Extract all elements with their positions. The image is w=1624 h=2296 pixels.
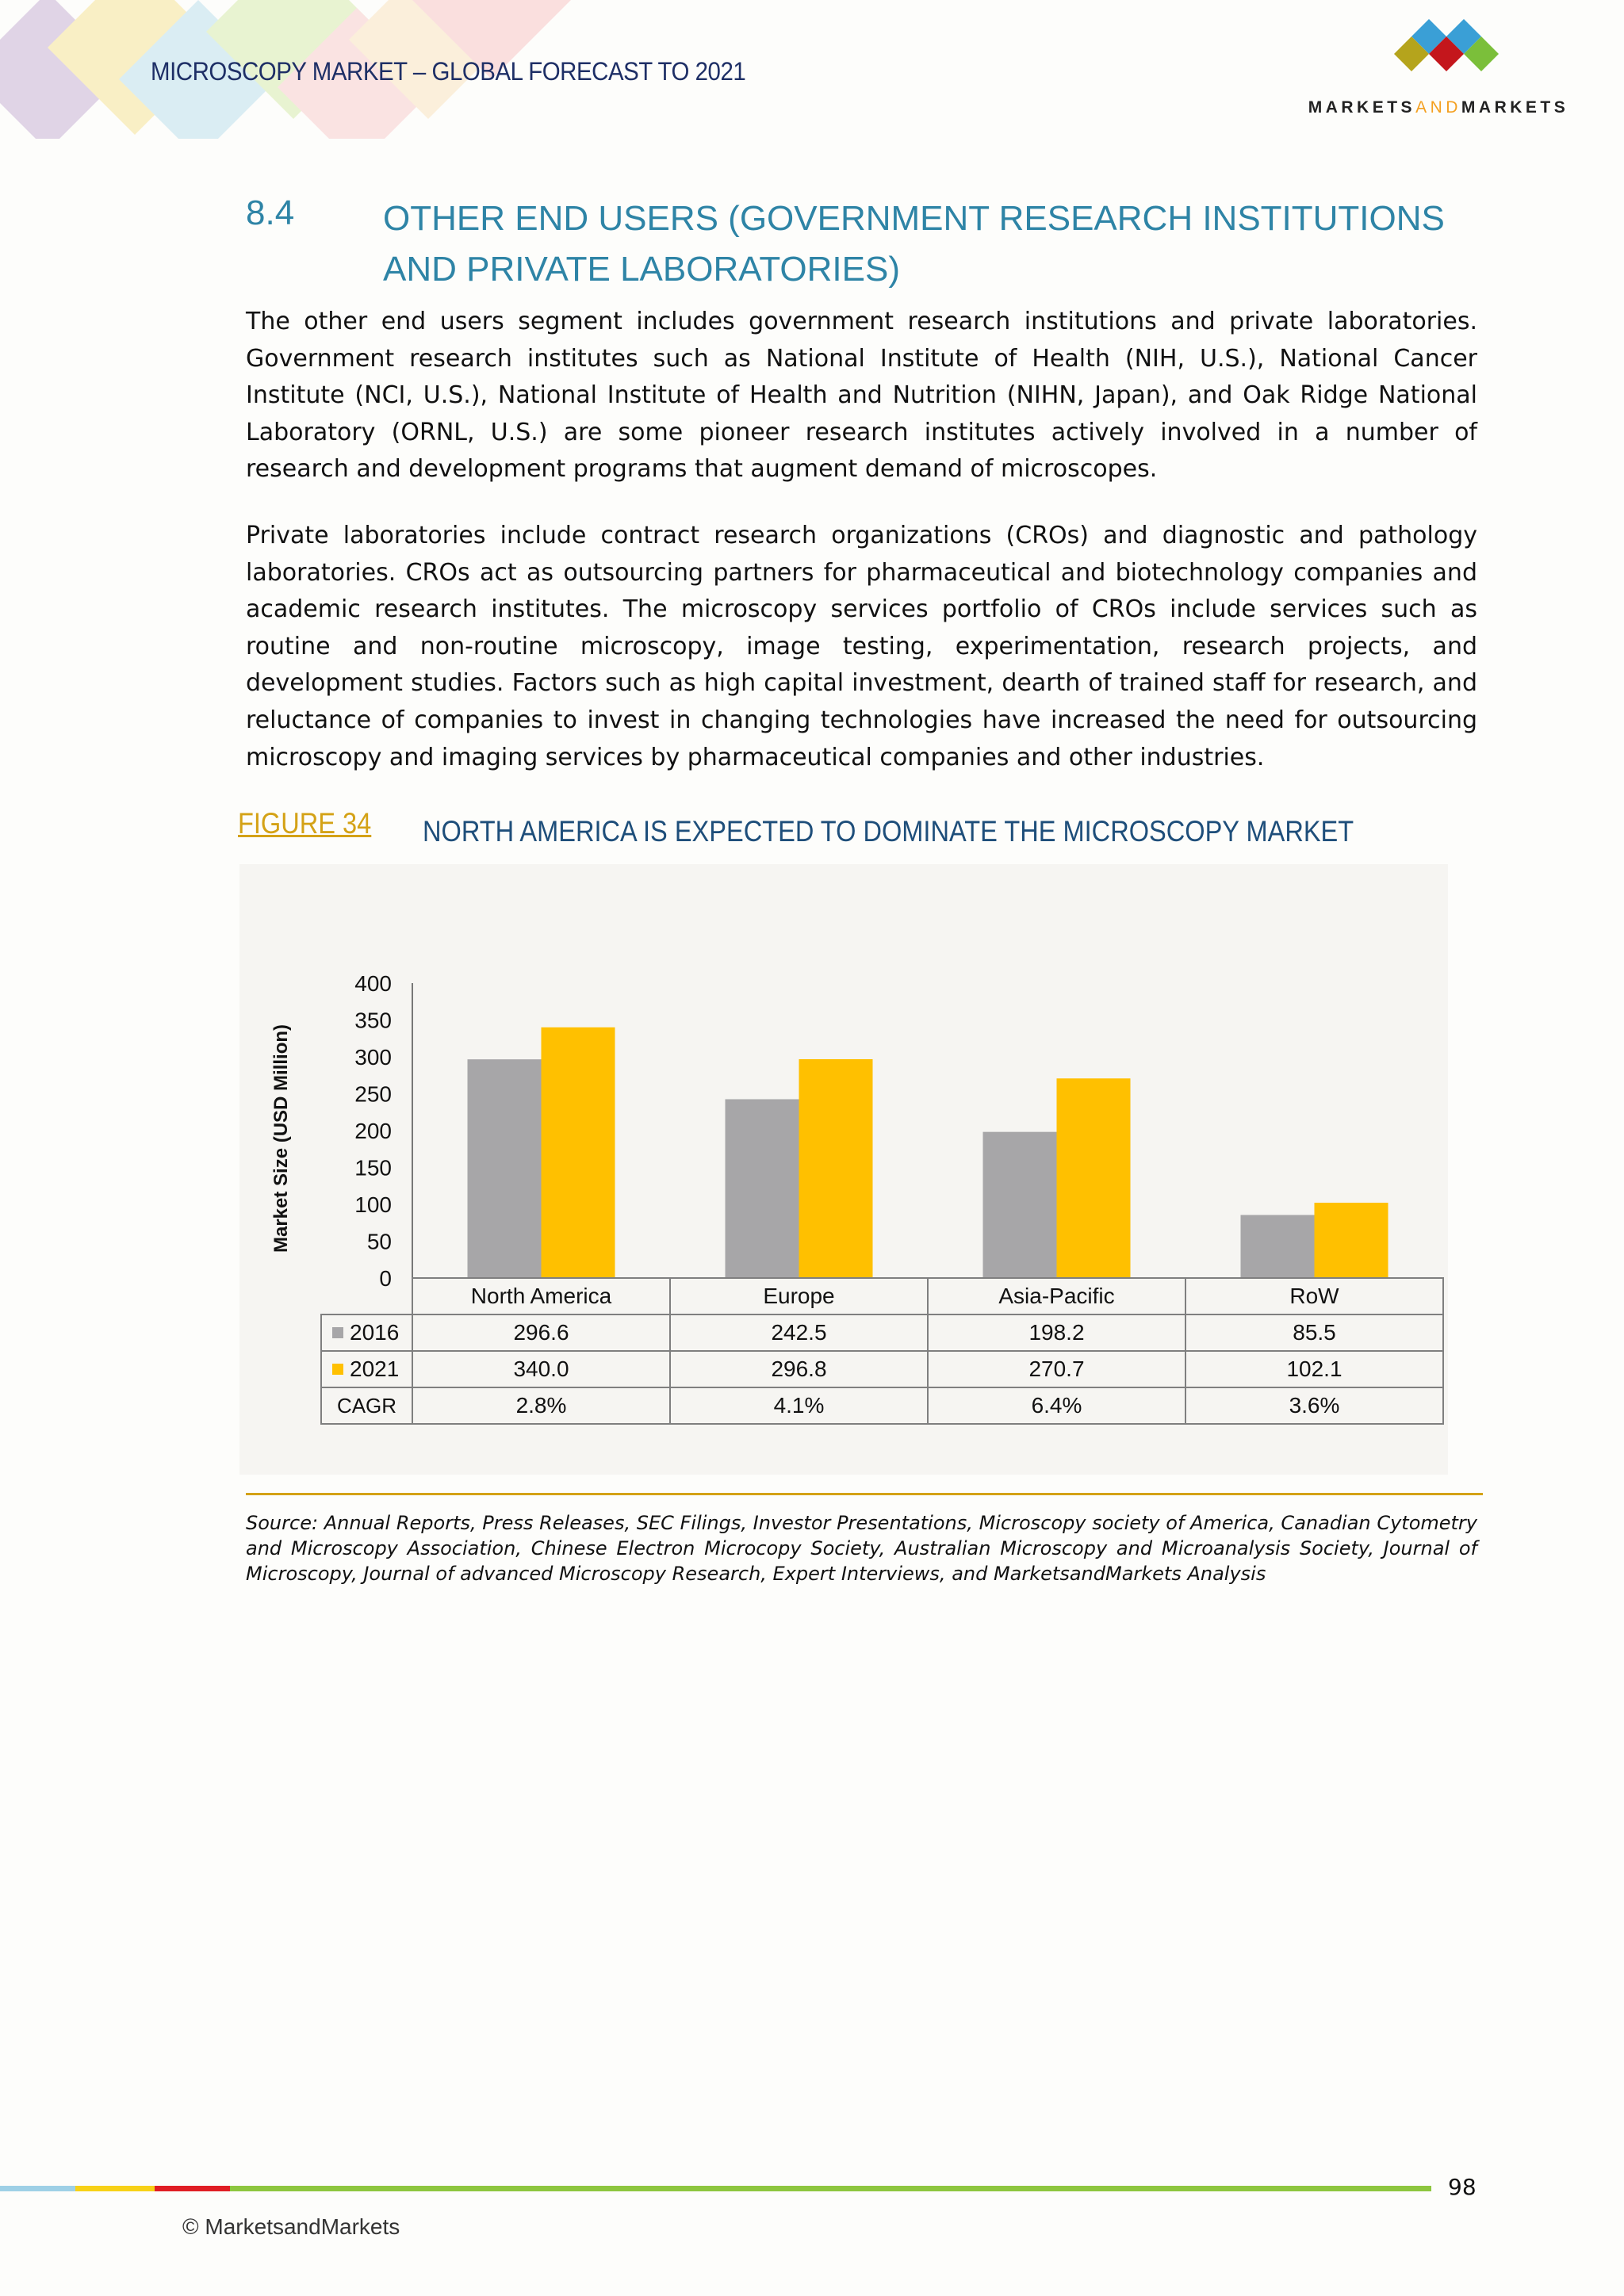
- y-tick-label: 150: [354, 1155, 392, 1181]
- y-tick-label: 400: [354, 971, 392, 996]
- cagr-value: 2.8%: [515, 1393, 567, 1418]
- figure-divider: [246, 1493, 1483, 1495]
- bar-2016-row: [1241, 1215, 1315, 1278]
- data-label: 340.0: [513, 1357, 569, 1381]
- bar-2021-north-america: [542, 1027, 615, 1278]
- body-paragraph: Private laboratories include contract research organizations (CROs) and diagnostic and pathology laboratories. CROs act as outsourcing partners for pharmaceutical and biotechnology companies and academic research institutes. The microscopy services portfolio of CROs include services such as routine and non-routine microscopy, image testing, experimentation, research projects, and development studies. Factors such as high capital investment, dearth of trained staff for research, and reluctance of companies to invest in changing technologies have increased the need for outsourcing microscopy and imaging services by pharmaceutical companies and other industries.: [246, 522, 1477, 771]
- marketsandmarkets-logo: [1356, 11, 1522, 98]
- table-row: [321, 1351, 1443, 1387]
- y-tick-label: 200: [354, 1119, 392, 1143]
- cagr-row-label: CAGR: [336, 1394, 397, 1418]
- brand-wordmark-markets-2: MARKETS: [1461, 98, 1569, 117]
- y-tick-label: 0: [379, 1266, 392, 1291]
- cagr-value: 6.4%: [1031, 1393, 1082, 1418]
- legend-swatch-2016: [332, 1327, 343, 1338]
- bar-2021-asia-pacific: [1057, 1078, 1131, 1278]
- legend-swatch-2021: [332, 1364, 343, 1375]
- section-title: OTHER END USERS (GOVERNMENT RESEARCH INSTITUTIONS AND PRIVATE LABORATORIES): [383, 199, 1445, 289]
- bar-2021-europe: [799, 1059, 873, 1278]
- data-label: 296.6: [513, 1320, 569, 1345]
- bar-2021-row: [1315, 1203, 1388, 1278]
- figure-label: FIGURE 34: [238, 807, 372, 840]
- section-number: 8.4: [246, 193, 295, 232]
- x-category-label: RoW: [1289, 1284, 1339, 1308]
- legend-label: 2016: [350, 1320, 400, 1345]
- bar-chart: [239, 864, 1448, 1475]
- legend-label: 2021: [350, 1357, 400, 1381]
- y-tick-label: 50: [366, 1229, 392, 1254]
- copyright-notice: © MarketsandMarkets: [182, 2214, 400, 2239]
- y-axis-title: Market Size (USD Million): [270, 1024, 292, 1253]
- table-row: [321, 1314, 1443, 1351]
- bar-2016-asia-pacific: [983, 1132, 1057, 1278]
- x-category-label: Europe: [763, 1284, 835, 1308]
- x-category-label: North America: [470, 1284, 612, 1308]
- body-paragraph: The other end users segment includes government research institutions and private laboratories. Government research institutes such as National Institute of Health (NIH, U.S.), National Cancer Institute (NCI, U.S.), National Institute of Health and Nutrition (NIHN, Japan), and Oak Ridge National Laboratory (ORNL, U.S.) are some pioneer research institutes actively involved in a number of research and development programs that augment demand of microscopes.: [246, 308, 1477, 484]
- data-label: 85.5: [1293, 1320, 1336, 1345]
- data-label: 198.2: [1028, 1320, 1085, 1345]
- bar-2016-europe: [726, 1099, 799, 1278]
- data-label: 102.1: [1286, 1357, 1342, 1381]
- document-title: MICROSCOPY MARKET – GLOBAL FORECAST TO 2021: [151, 57, 746, 86]
- data-label: 270.7: [1028, 1357, 1085, 1381]
- y-tick-label: 350: [354, 1008, 392, 1033]
- y-tick-label: 300: [354, 1045, 392, 1070]
- footer-color-bar: [0, 2186, 1431, 2191]
- y-tick-label: 250: [354, 1081, 392, 1107]
- data-label: 296.8: [771, 1357, 827, 1381]
- cagr-value: 3.6%: [1289, 1393, 1340, 1418]
- page-number: 98: [1448, 2174, 1477, 2200]
- x-category-label: Asia-Pacific: [998, 1284, 1115, 1308]
- cagr-value: 4.1%: [773, 1393, 825, 1418]
- brand-wordmark: [1297, 98, 1580, 117]
- figure-title: NORTH AMERICA IS EXPECTED TO DOMINATE THE MICROSCOPY MARKET: [423, 815, 1354, 848]
- brand-wordmark-markets: MARKETS: [1308, 98, 1416, 117]
- source-note: Source: Annual Reports, Press Releases, SEC Filings, Investor Presentations, Microscopy society of America, Canadian Cytometry and Microscopy Association, Chinese Electron Microcopy Society, Australian Microscopy and Microanalysis Society, Journal of Microscopy, Journal of advanced Microscopy Research, Expert Interviews, and MarketsandMarkets Analysis: [246, 1512, 1477, 1585]
- y-tick-label: 100: [354, 1192, 392, 1217]
- brand-wordmark-and: AND: [1415, 98, 1461, 117]
- table-row: [321, 1387, 1443, 1424]
- bar-2016-north-america: [468, 1059, 542, 1278]
- data-label: 242.5: [771, 1320, 827, 1345]
